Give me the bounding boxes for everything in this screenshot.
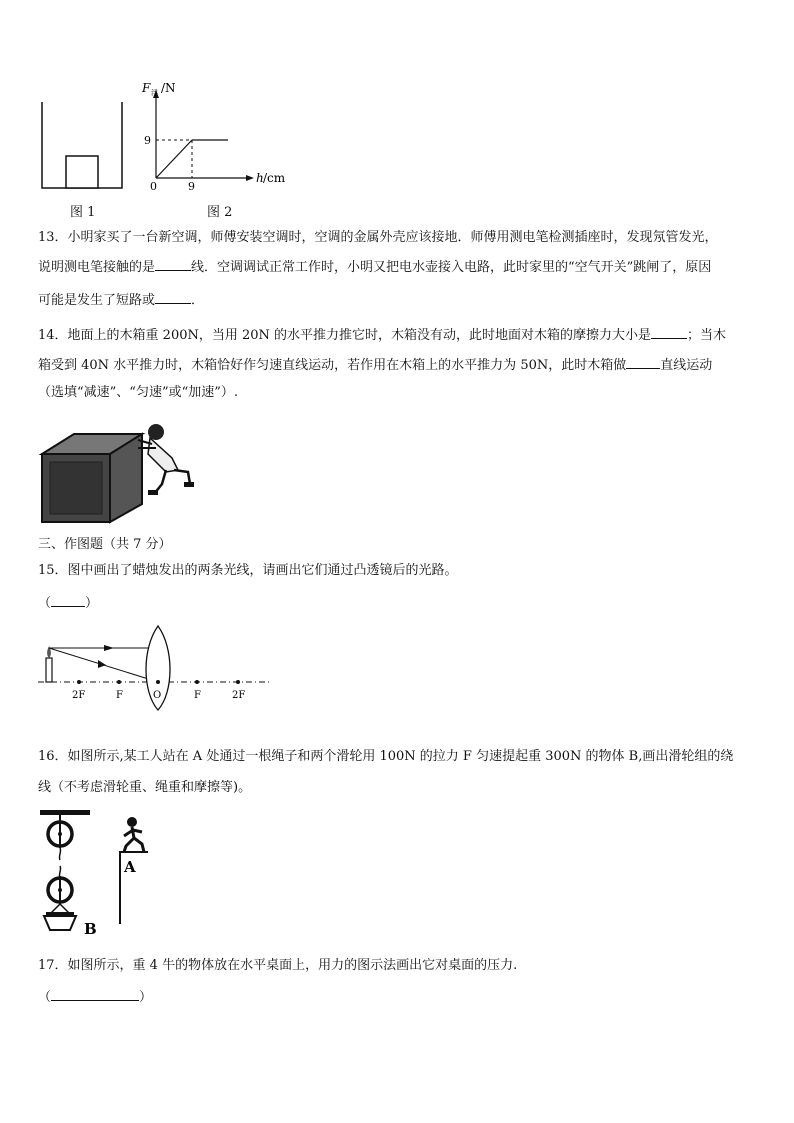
- lens-label-2f-left: 2F: [72, 690, 86, 701]
- lens-label-o: O: [153, 690, 162, 701]
- q15-line-1: 15．图中画出了蜡烛发出的两条光线，请画出它们通过凸透镜后的光路。: [38, 563, 458, 578]
- pulley-label-a: A: [124, 858, 136, 876]
- box-push-figure: [38, 414, 198, 526]
- q16-line-2: 线（不考虑滑轮重、绳重和摩擦等)。: [38, 780, 252, 795]
- q14-blank-2[interactable]: [626, 356, 660, 369]
- q13-line-3-a: 可能是发生了短路或: [38, 293, 156, 308]
- q13-blank-1[interactable]: [155, 258, 191, 271]
- figure-2-label: 图 2: [207, 205, 233, 220]
- q17-answer: [38, 988, 152, 1006]
- q15-answer: [38, 594, 98, 612]
- q14-line-2-a: 箱受到 40N 水平推力时，木箱恰好作匀速直线运动，若作用在木箱上的水平推力为 50N，此时木箱做: [38, 358, 627, 373]
- q14-line-2: [38, 356, 712, 374]
- lens-diagram: [38, 620, 278, 712]
- graph-origin: 0: [150, 180, 157, 193]
- q15-answer-open: （: [38, 596, 52, 611]
- q13-line-3-b: ．: [191, 293, 205, 308]
- q14-line-1-b: ；当木: [687, 328, 727, 343]
- graph-tick-y: 9: [144, 134, 151, 147]
- q13-line-1: 13．小明家买了一台新空调，师傅安装空调时，空调的金属外壳应该接地．师傅用测电笔检测插座时，发现氖管发光，: [38, 230, 718, 245]
- pulley-label-b: B: [84, 920, 97, 938]
- q14-line-1-a: 14．地面上的木箱重 200N，当用 20N 的水平推力推它时，木箱没有动，此时地面对木箱的摩擦力大小是: [38, 328, 652, 343]
- graph-tick-x: 9: [188, 180, 195, 193]
- graph-y-label-unit: /N: [161, 81, 176, 95]
- figure-1-container: [38, 100, 128, 192]
- q13-line-2: [38, 258, 711, 276]
- q14-line-1: [38, 326, 726, 344]
- graph-y-label-sub: 浮: [151, 89, 158, 97]
- q13-line-2-a: 说明测电笔接触的是: [38, 260, 156, 275]
- graph-x-label-h: h: [256, 171, 264, 185]
- q14-blank-1[interactable]: [651, 326, 687, 339]
- q17-line-1: 17．如图所示，重 4 牛的物体放在水平桌面上，用力的图示法画出它对桌面的压力.: [38, 958, 518, 973]
- q15-answer-blank[interactable]: [51, 594, 85, 607]
- lens-label-f-left: F: [116, 690, 123, 701]
- figure-1-label: 图 1: [70, 205, 96, 220]
- q17-answer-open: （: [38, 990, 52, 1005]
- section-3-title: 三、作图题（共 7 分）: [38, 537, 172, 552]
- lens-label-f-right: F: [194, 690, 201, 701]
- q15-answer-close: ）: [85, 596, 99, 611]
- q13-blank-2[interactable]: [155, 291, 191, 304]
- figure-2-graph: [136, 80, 286, 195]
- lens-label-2f-right: 2F: [232, 690, 246, 701]
- q14-line-3: （选填“减速”、“匀速”或“加速”）.: [38, 385, 239, 400]
- q14-line-2-b: 直线运动: [660, 358, 713, 373]
- q16-line-1: 16．如图所示,某工人站在 A 处通过一根绳子和两个滑轮用 100N 的拉力 F 匀速提起重 300N 的物体 B,画出滑轮组的绕: [38, 749, 734, 764]
- q13-line-3: [38, 291, 204, 309]
- pulley-diagram: [38, 806, 168, 940]
- q17-answer-blank[interactable]: [51, 988, 139, 1001]
- q13-line-2-b: 线．空调调试正常工作时，小明又把电水壶接入电路，此时家里的“空气开关”跳闸了，原因: [191, 260, 712, 275]
- q17-answer-close: ）: [139, 990, 153, 1005]
- graph-y-label-f: F: [142, 81, 151, 95]
- graph-x-label-unit: /cm: [263, 171, 286, 185]
